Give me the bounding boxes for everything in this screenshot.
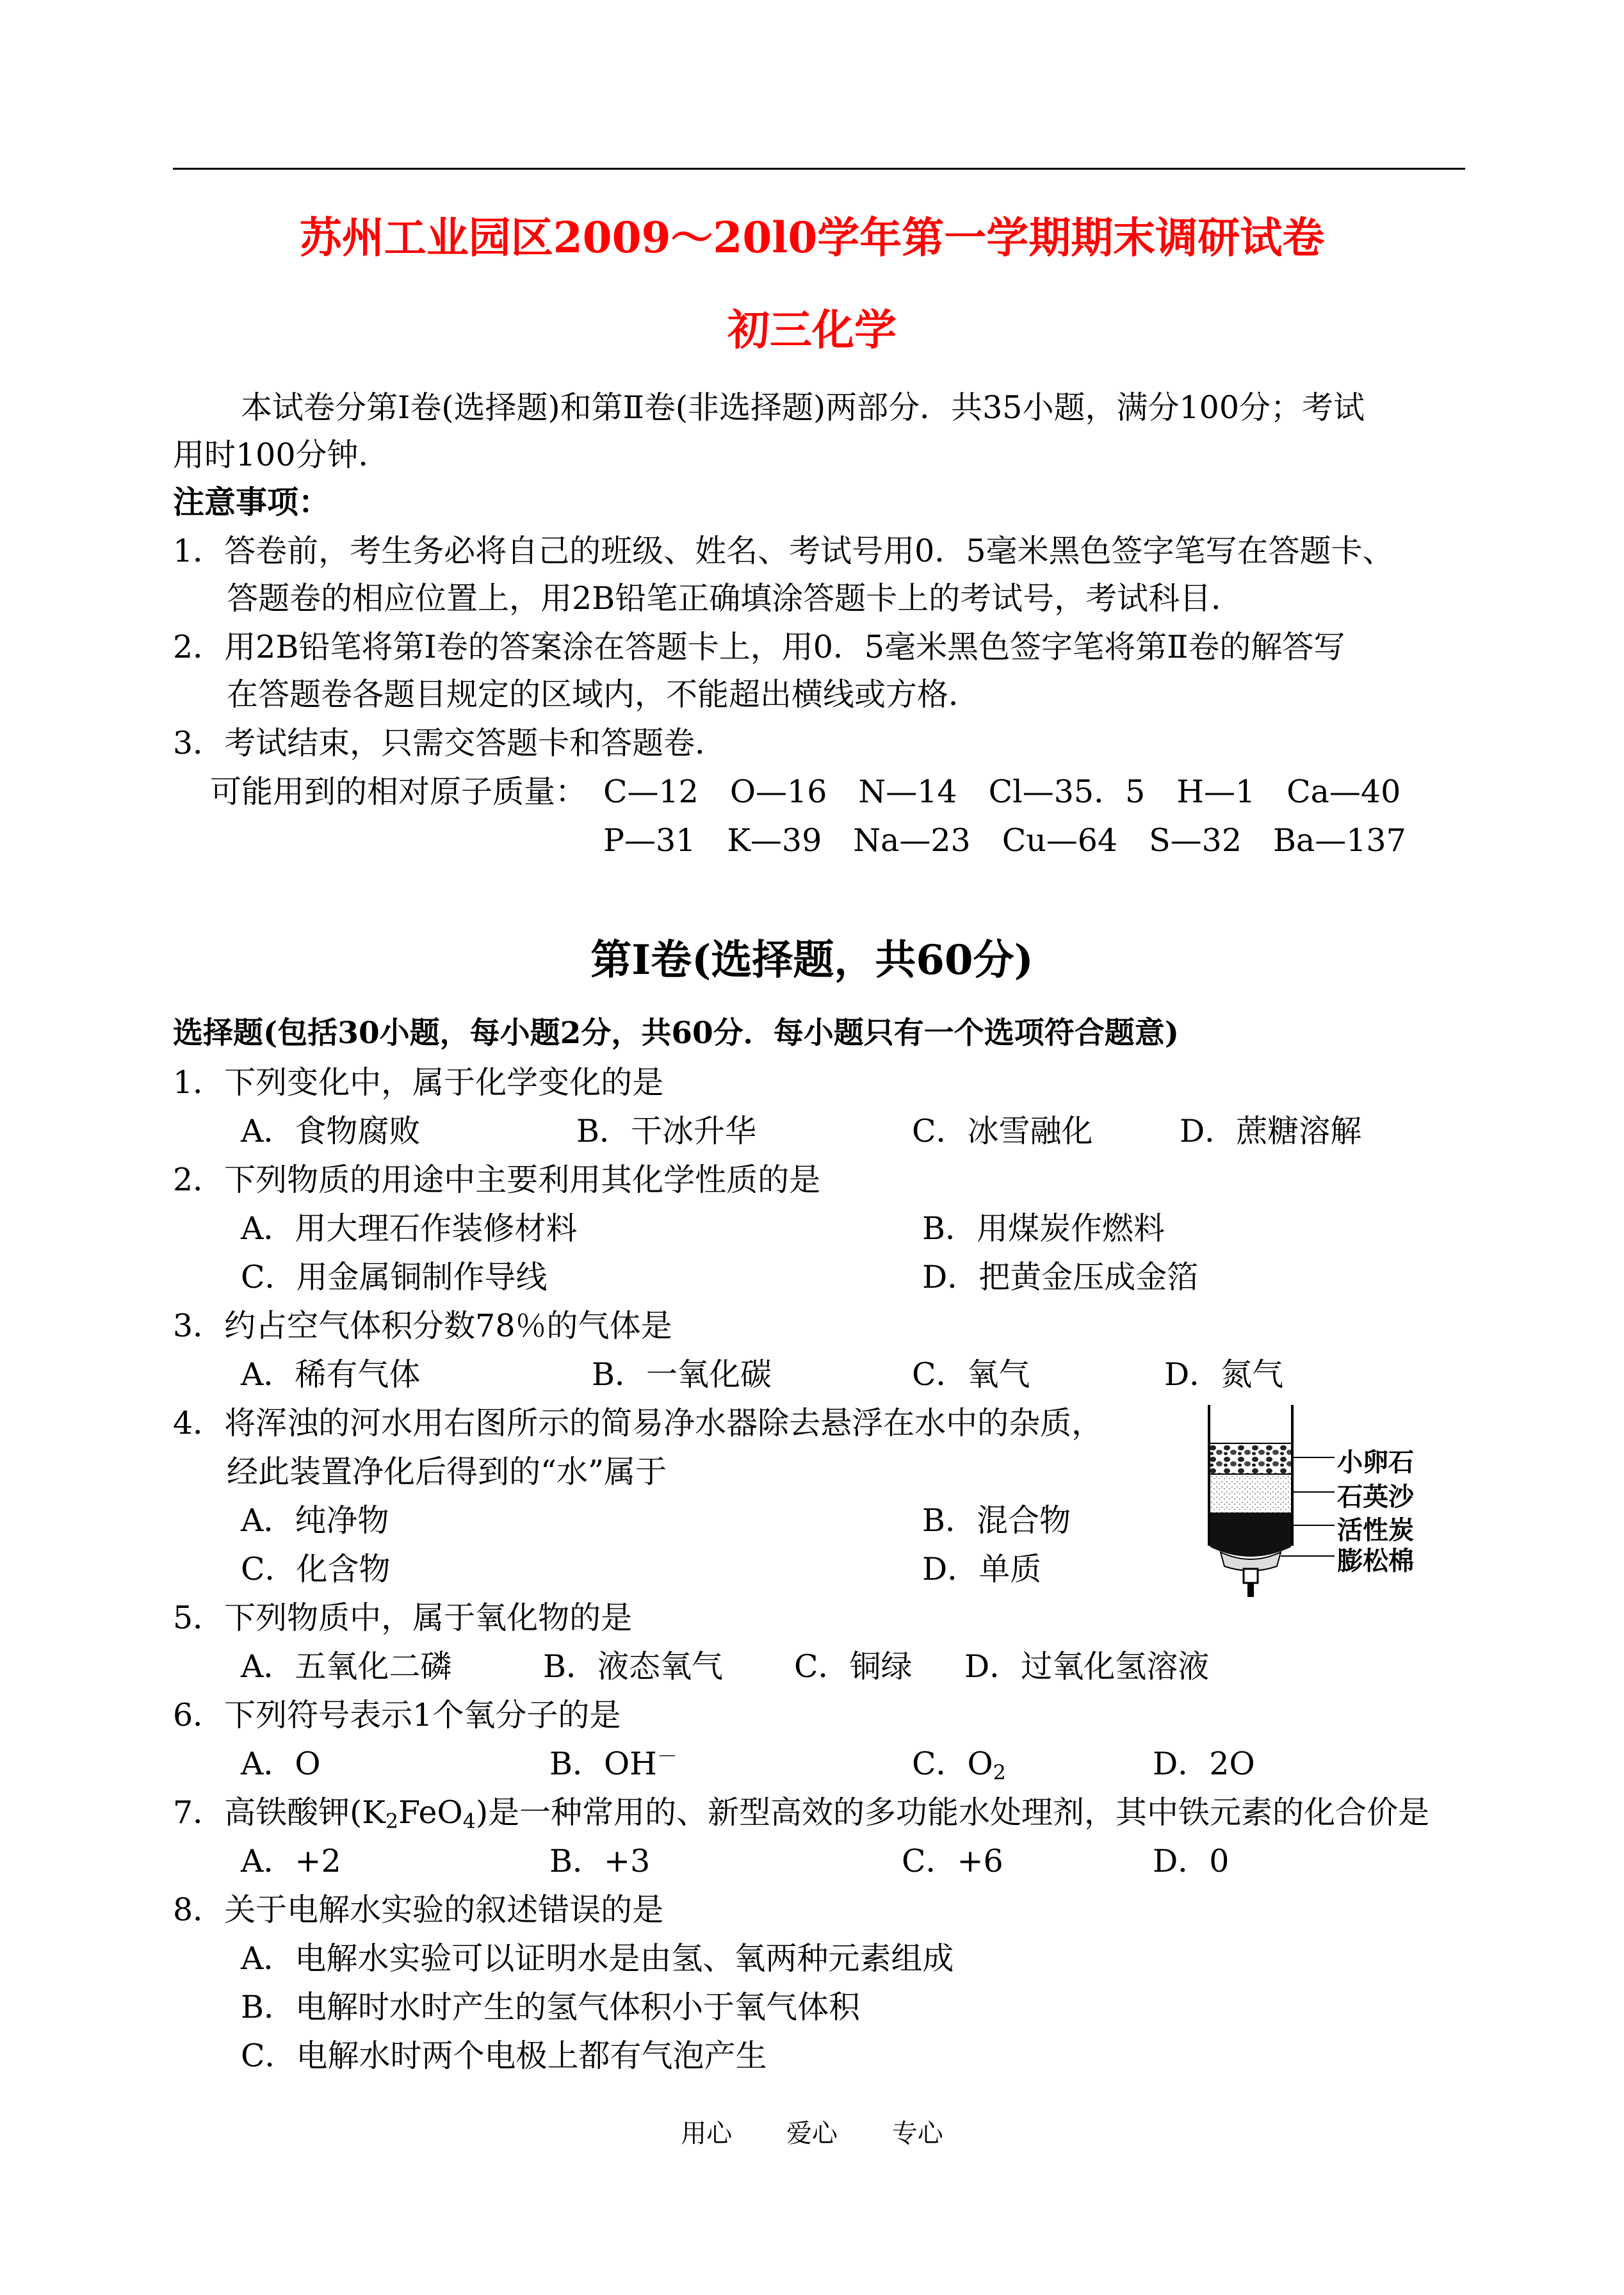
q3-option-c: C．氧气 bbox=[912, 1356, 1030, 1393]
note-item-3: 3．考试结束，只需交答题卡和答题卷． bbox=[173, 725, 727, 761]
figure-label-activated-carbon: 活性炭 bbox=[1337, 1515, 1414, 1545]
q2-stem: 2．下列物质的用途中主要利用其化学性质的是 bbox=[173, 1162, 821, 1198]
q6-option-b-charge: － bbox=[656, 1744, 678, 1769]
q6-option-a: A．O bbox=[241, 1746, 321, 1782]
q3-option-b: B．一氧化碳 bbox=[592, 1356, 772, 1393]
q4-stem-line-1: 4．将浑浊的河水用右图所示的简易净水器除去悬浮在水中的杂质， bbox=[173, 1405, 1103, 1441]
q7-stem-mid: FeO bbox=[398, 1794, 463, 1831]
q7-option-a: A．+2 bbox=[241, 1843, 341, 1879]
note-item-1: 1．答卷前，考生务必将自己的班级、姓名、考试号用0．5毫米黑色签字笔写在答题卡、 bbox=[173, 533, 1394, 569]
note-item-2-cont: 在答题卷各题目规定的区域内，不能超出横线或方格． bbox=[227, 676, 980, 713]
q3-option-d: D．氮气 bbox=[1164, 1356, 1284, 1393]
q2-option-b: B．用煤炭作燃料 bbox=[922, 1210, 1165, 1247]
q7-option-c: C．+6 bbox=[902, 1843, 1003, 1879]
q7-stem bbox=[173, 1788, 1429, 1833]
note-item-1-cont: 答题卷的相应位置上，用2B铅笔正确填涂答题卡上的考试号，考试科目． bbox=[227, 580, 1243, 617]
q6-option-c-text: C．O bbox=[912, 1746, 993, 1782]
q1-option-b: B．干冰升华 bbox=[576, 1113, 757, 1149]
figure-label-cotton: 膨松棉 bbox=[1337, 1546, 1414, 1576]
q1-option-d: D．蔗糖溶解 bbox=[1180, 1113, 1362, 1149]
note-item-2: 2．用2B铅笔将第Ⅰ卷的答案涂在答题卡上，用0．5毫米黑色签字笔将第Ⅱ卷的解答写 bbox=[173, 629, 1345, 665]
notes-heading: 注意事项： bbox=[173, 483, 330, 521]
q6-option-c-subscript: 2 bbox=[993, 1760, 1006, 1785]
q7-sub-1: 2 bbox=[385, 1808, 399, 1833]
intro-line-1: 本试卷分第Ⅰ卷(选择题)和第Ⅱ卷(非选择题)两部分．共35小题，满分100分；考试 bbox=[241, 389, 1365, 426]
page-subtitle: 初三化学 bbox=[727, 305, 897, 355]
q8-option-a: A．电解水实验可以证明水是由氢、氧两种元素组成 bbox=[241, 1940, 954, 1977]
q5-option-b: B．液态氧气 bbox=[543, 1648, 724, 1685]
q7-stem-post: )是一种常用的、新型高效的多功能水处理剂，其中铁元素的化合价是 bbox=[475, 1794, 1430, 1831]
q7-stem-pre: 7．高铁酸钾(K bbox=[173, 1794, 386, 1831]
q2-option-c: C．用金属铜制作导线 bbox=[241, 1259, 548, 1295]
q6-option-d: D．2O bbox=[1153, 1746, 1255, 1782]
q6-stem: 6．下列符号表示1个氧分子的是 bbox=[173, 1697, 621, 1733]
q5-option-a: A．五氧化二磷 bbox=[241, 1648, 452, 1685]
q6-option-b bbox=[549, 1739, 678, 1784]
q4-option-d: D．单质 bbox=[922, 1551, 1042, 1587]
section-title: 第Ⅰ卷(选择题，共60分) bbox=[590, 936, 1034, 984]
q6-option-b-text: B．OH bbox=[549, 1746, 657, 1782]
atomic-mass-row-2: P—31 K—39 Na—23 Cu—64 S—32 Ba—137 bbox=[603, 822, 1406, 859]
q2-option-a: A．用大理石作装修材料 bbox=[241, 1210, 578, 1247]
q7-sub-2: 4 bbox=[462, 1808, 476, 1833]
q4-stem-line-2: 经此装置净化后得到的“水”属于 bbox=[227, 1454, 667, 1490]
figure-label-pebbles: 小卵石 bbox=[1337, 1447, 1414, 1477]
q3-stem: 3．约占空气体积分数78％的气体是 bbox=[173, 1308, 672, 1344]
q4-option-a: A．纯净物 bbox=[241, 1502, 389, 1539]
intro-line-2: 用时100分钟． bbox=[173, 437, 390, 473]
q4-option-b: B．混合物 bbox=[922, 1502, 1071, 1539]
q7-option-b: B．+3 bbox=[549, 1843, 651, 1879]
q4-option-c: C．化含物 bbox=[241, 1551, 391, 1587]
q7-option-d: D．0 bbox=[1153, 1843, 1230, 1879]
q1-option-c: C．冰雪融化 bbox=[912, 1113, 1093, 1149]
q1-option-a: A．食物腐败 bbox=[241, 1113, 421, 1149]
footer-item: 专心 bbox=[891, 2119, 943, 2148]
page-title: 苏州工业园区2009～20l0学年第一学期期末调研试卷 bbox=[299, 213, 1325, 263]
q6-option-c bbox=[912, 1739, 1006, 1784]
water-filter-figure bbox=[1195, 1399, 1464, 1629]
section-instruction: 选择题(包括30小题，每小题2分，共60分．每小题只有一个选项符合题意) bbox=[173, 1016, 1179, 1051]
q5-option-c: C．铜绿 bbox=[794, 1648, 913, 1685]
top-rule bbox=[173, 168, 1465, 170]
water-filter-drawing bbox=[1195, 1399, 1464, 1629]
q2-option-d: D．把黄金压成金箔 bbox=[922, 1259, 1199, 1295]
atomic-mass-label: 可能用到的相对原子质量： bbox=[210, 774, 587, 810]
q8-stem: 8．关于电解水实验的叙述错误的是 bbox=[173, 1892, 664, 1928]
atomic-mass-row-1: C—12 O—16 N—14 Cl—35．5 H—1 Ca—40 bbox=[603, 774, 1401, 810]
q8-option-b: B．电解时水时产生的氢气体积小于氧气体积 bbox=[241, 1989, 861, 2025]
page-footer bbox=[0, 2113, 1624, 2150]
footer-item: 用心 bbox=[681, 2119, 733, 2148]
footer-item: 爱心 bbox=[786, 2119, 838, 2148]
q5-stem: 5．下列物质中，属于氧化物的是 bbox=[173, 1600, 633, 1636]
q1-stem: 1．下列变化中，属于化学变化的是 bbox=[173, 1064, 664, 1101]
q8-option-c: C．电解水时两个电极上都有气泡产生 bbox=[241, 2038, 767, 2074]
figure-label-quartz-sand: 石英沙 bbox=[1337, 1482, 1414, 1512]
q3-option-a: A．稀有气体 bbox=[241, 1356, 421, 1393]
q5-option-d: D．过氧化氢溶液 bbox=[964, 1648, 1210, 1685]
